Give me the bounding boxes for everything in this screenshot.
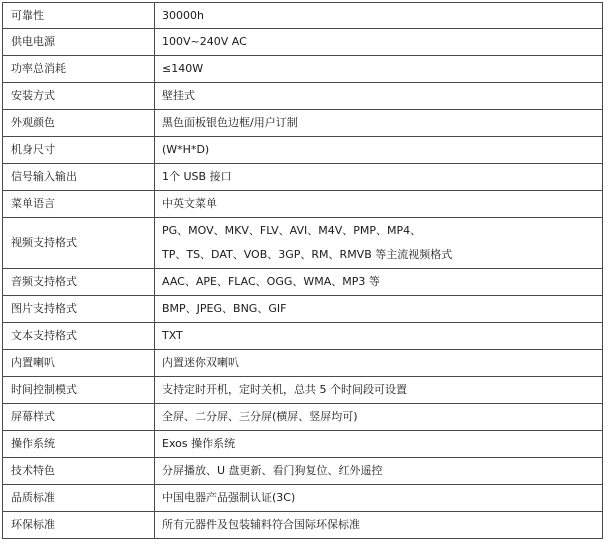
spec-label: 操作系统 xyxy=(3,431,155,458)
spec-label: 安装方式 xyxy=(3,83,155,110)
spec-value: 1个 USB 接口 xyxy=(155,164,603,191)
spec-label: 屏幕样式 xyxy=(3,404,155,431)
spec-value: ≤140W xyxy=(155,56,603,83)
table-row xyxy=(3,137,603,164)
table-row xyxy=(3,191,603,218)
table-row xyxy=(3,431,603,458)
spec-label: 机身尺寸 xyxy=(3,137,155,164)
spec-value: 所有元器件及包装辅料符合国际环保标准 xyxy=(155,512,603,539)
spec-label: 外观颜色 xyxy=(3,110,155,137)
spec-label: 时间控制模式 xyxy=(3,377,155,404)
spec-value: BMP、JPEG、BNG、GIF xyxy=(155,296,603,323)
spec-label: 音频支持格式 xyxy=(3,269,155,296)
table-row xyxy=(3,350,603,377)
spec-value-line: TP、TS、DAT、VOB、3GP、RM、RMVB 等主流视频格式 xyxy=(162,248,453,261)
spec-value: Exos 操作系统 xyxy=(155,431,603,458)
table-row xyxy=(3,164,603,191)
spec-label: 技术特色 xyxy=(3,458,155,485)
spec-value: AAC、APE、FLAC、OGG、WMA、MP3 等 xyxy=(155,269,603,296)
spec-value: TXT xyxy=(155,323,603,350)
table-row xyxy=(3,512,603,539)
spec-label: 图片支持格式 xyxy=(3,296,155,323)
spec-label: 内置喇叭 xyxy=(3,350,155,377)
spec-value: 100V~240V AC xyxy=(155,29,603,56)
spec-value: 壁挂式 xyxy=(155,83,603,110)
spec-label: 视频支持格式 xyxy=(3,218,155,269)
table-row xyxy=(3,485,603,512)
spec-table xyxy=(2,2,603,539)
table-row xyxy=(3,377,603,404)
spec-value: 黑色面板银色边框/用户订制 xyxy=(155,110,603,137)
spec-label: 信号输入输出 xyxy=(3,164,155,191)
spec-value: 中国电器产品强制认证(3C) xyxy=(155,485,603,512)
spec-label: 可靠性 xyxy=(3,3,155,29)
spec-value: 中英文菜单 xyxy=(155,191,603,218)
spec-value: 30000h xyxy=(155,3,603,29)
spec-value-line: PG、MOV、MKV、FLV、AVI、M4V、PMP、MP4、 xyxy=(162,224,422,237)
spec-label: 品质标准 xyxy=(3,485,155,512)
spec-value-multiline xyxy=(155,218,603,269)
spec-value: 全屏、二分屏、三分屏(横屏、竖屏均可) xyxy=(155,404,603,431)
table-row xyxy=(3,296,603,323)
table-row xyxy=(3,110,603,137)
spec-label: 功率总消耗 xyxy=(3,56,155,83)
spec-label: 环保标准 xyxy=(3,512,155,539)
table-row xyxy=(3,323,603,350)
table-row xyxy=(3,218,603,269)
table-row xyxy=(3,3,603,29)
spec-label: 文本支持格式 xyxy=(3,323,155,350)
spec-value: 内置迷你双喇叭 xyxy=(155,350,603,377)
spec-label: 菜单语言 xyxy=(3,191,155,218)
table-row xyxy=(3,83,603,110)
spec-value: (W*H*D) xyxy=(155,137,603,164)
table-row xyxy=(3,404,603,431)
table-row xyxy=(3,269,603,296)
table-row xyxy=(3,458,603,485)
spec-value: 分屏播放、U 盘更新、看门狗复位、红外遥控 xyxy=(155,458,603,485)
table-row xyxy=(3,56,603,83)
spec-value: 支持定时开机，定时关机，总共 5 个时间段可设置 xyxy=(155,377,603,404)
table-row xyxy=(3,29,603,56)
spec-label: 供电电源 xyxy=(3,29,155,56)
